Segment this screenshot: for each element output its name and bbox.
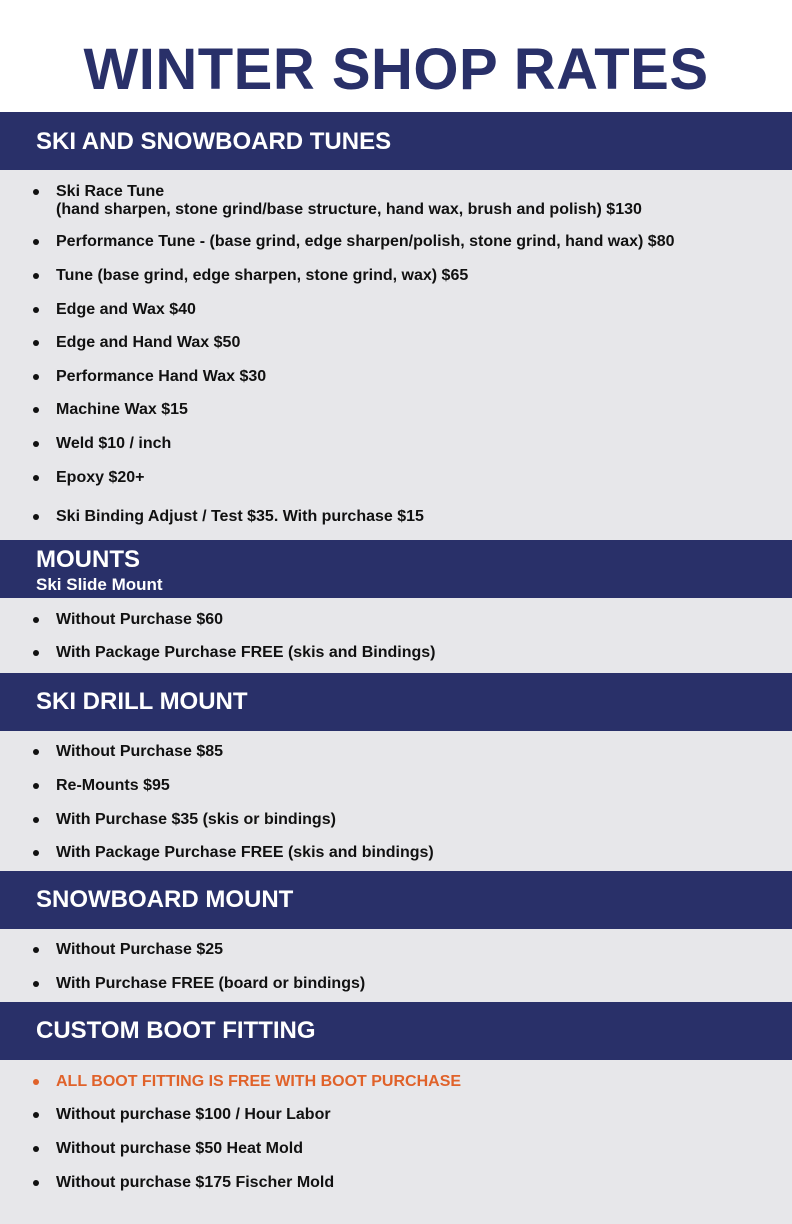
list-item-text: With Package Purchase FREE (skis and Bindings) [56, 644, 436, 661]
section-body-tunes [0, 170, 792, 540]
bullet-icon [33, 783, 39, 789]
list-item-text: Weld $10 / inch [56, 435, 172, 452]
bullet-icon [33, 981, 39, 987]
section-title-mounts: MOUNTS [36, 546, 140, 573]
bullet-icon [33, 850, 39, 856]
list-item-text: Without purchase $50 Heat Mold [56, 1140, 303, 1157]
section-header-tunes [0, 112, 792, 170]
bullet-icon [33, 650, 39, 656]
list-item-text: Re-Mounts $95 [56, 777, 170, 794]
section-title-drill: SKI DRILL MOUNT [36, 688, 248, 715]
list-item-text: With Purchase $35 (skis or bindings) [56, 811, 336, 828]
section-header-drill [0, 673, 792, 731]
bullet-icon [33, 340, 39, 346]
list-item-text: Ski Race Tune [56, 183, 165, 200]
list-item-text: Without Purchase $25 [56, 941, 224, 958]
bullet-icon [33, 475, 39, 481]
bullet-icon [33, 1180, 39, 1186]
bullet-icon [33, 307, 39, 313]
list-item-text: Without Purchase $60 [56, 611, 224, 628]
bullet-icon [33, 441, 39, 447]
list-item-text: Machine Wax $15 [56, 401, 188, 418]
list-item-text: Performance Tune - (base grind, edge sharpen/polish, stone grind, hand wax) $80 [56, 233, 675, 250]
bullet-icon [33, 273, 39, 279]
list-item-text: Tune (base grind, edge sharpen, stone grind, wax) $65 [56, 267, 469, 284]
bullet-icon [33, 1146, 39, 1152]
section-body-mounts [0, 598, 792, 673]
section-body-boot [0, 1060, 792, 1224]
bullet-icon [33, 1112, 39, 1118]
bullet-icon [33, 1079, 39, 1085]
bullet-icon [33, 239, 39, 245]
section-header-mounts [0, 540, 792, 598]
page-title: WINTER SHOP RATES [83, 37, 709, 102]
section-body-drill [0, 731, 792, 871]
bullet-icon [33, 817, 39, 823]
list-item-text: ALL BOOT FITTING IS FREE WITH BOOT PURCHASE [56, 1073, 462, 1090]
bullet-icon [33, 514, 39, 520]
list-item-detail: (hand sharpen, stone grind/base structure, hand wax, brush and polish) $130 [56, 201, 642, 218]
bullet-icon [33, 189, 39, 195]
bullet-icon [33, 749, 39, 755]
page-header [0, 0, 792, 112]
bullet-icon [33, 407, 39, 413]
section-subtitle-mounts: Ski Slide Mount [36, 575, 163, 594]
list-item-text: Without purchase $100 / Hour Labor [56, 1106, 331, 1123]
section-title-snowboard: SNOWBOARD MOUNT [36, 886, 294, 913]
section-header-snowboard [0, 871, 792, 929]
list-item-text: With Purchase FREE (board or bindings) [56, 975, 366, 992]
section-body-snowboard [0, 929, 792, 1002]
list-item-text: Without Purchase $85 [56, 743, 224, 760]
list-item-text: Edge and Wax $40 [56, 301, 196, 318]
section-title-boot: CUSTOM BOOT FITTING [36, 1017, 316, 1044]
list-item-text: Edge and Hand Wax $50 [56, 334, 241, 351]
section-header-boot [0, 1002, 792, 1060]
list-item-text: With Package Purchase FREE (skis and bindings) [56, 844, 434, 861]
bullet-icon [33, 374, 39, 380]
list-item-text: Without purchase $175 Fischer Mold [56, 1174, 335, 1191]
list-item-text: Performance Hand Wax $30 [56, 368, 267, 385]
section-title-tunes: SKI AND SNOWBOARD TUNES [36, 128, 392, 155]
bullet-icon [33, 617, 39, 623]
list-item-text: Ski Binding Adjust / Test $35. With purchase $15 [56, 508, 424, 525]
list-item-text: Epoxy $20+ [56, 469, 145, 486]
bullet-icon [33, 947, 39, 953]
